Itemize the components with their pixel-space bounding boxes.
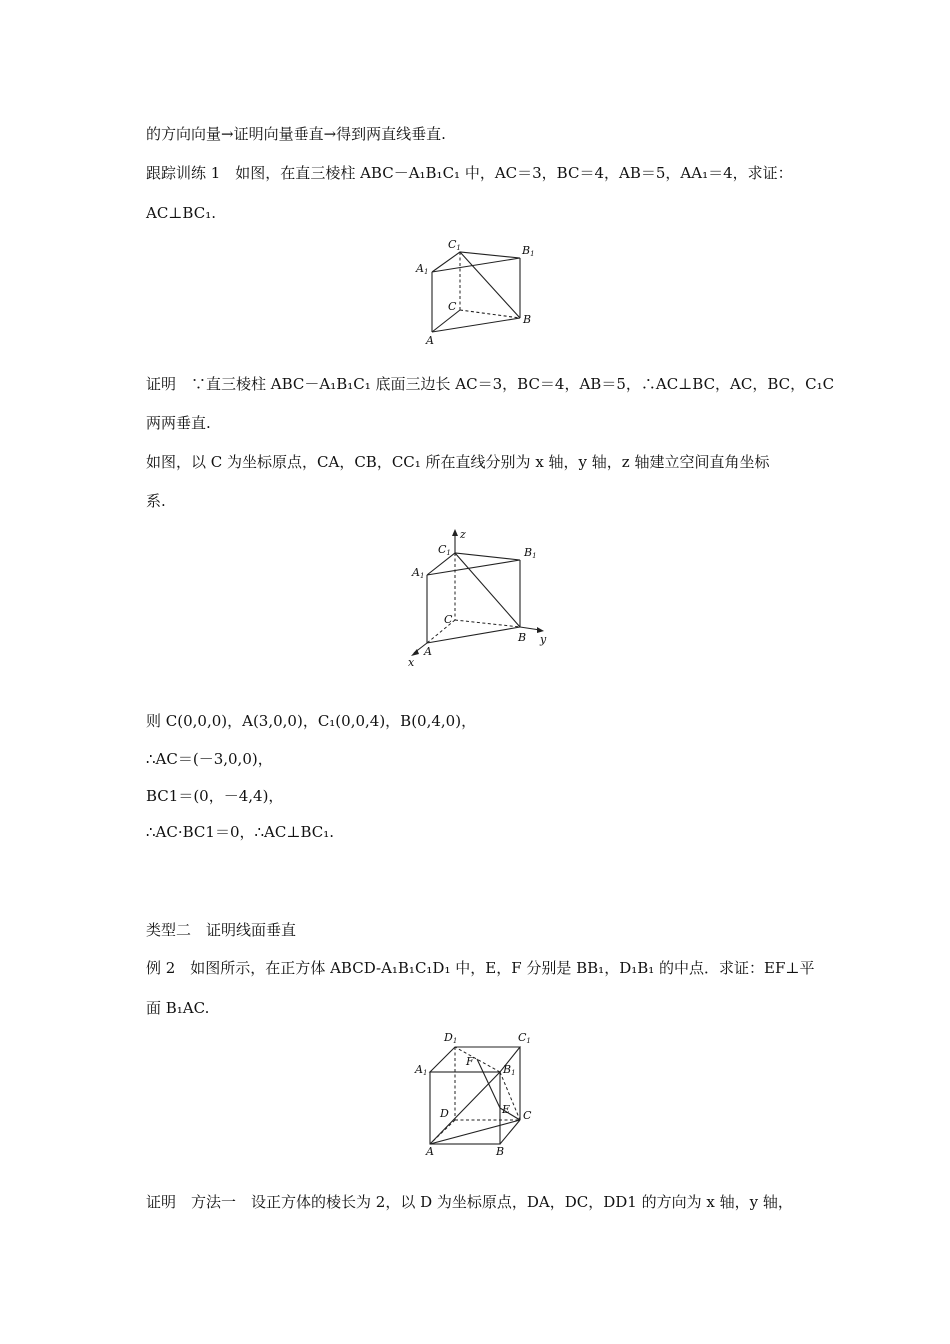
- label-y: y: [540, 633, 547, 646]
- cube-figure: [410, 1027, 545, 1162]
- label-C: C: [448, 300, 457, 313]
- proof-1-line-1: 证明 ∵直三棱柱 ABC－A₁B₁C₁ 底面三边长 AC＝3，BC＝4，AB＝5，∴AC⊥BC，AC，BC，C₁C: [146, 375, 835, 393]
- label-E: E: [502, 1103, 511, 1116]
- label-A: A: [424, 645, 432, 658]
- example-2-goal: 面 B₁AC.: [146, 999, 210, 1017]
- label-B: B: [523, 313, 532, 326]
- label-z: z: [460, 528, 466, 541]
- label-A: A: [426, 1145, 434, 1158]
- label-B1: B1: [522, 244, 535, 258]
- text-line-1: 的方向向量→证明向量垂直→得到两直线垂直.: [146, 125, 446, 143]
- label-C: C: [444, 613, 453, 626]
- label-B: B: [518, 631, 527, 644]
- proof-2-method-1: 证明 方法一 设正方体的棱长为 2，以 D 为坐标原点，DA，DC，DD1 的方向为 x 轴，y 轴，: [146, 1193, 793, 1211]
- prism-figure-2: [400, 525, 570, 670]
- example-2-statement: 例 2 如图所示，在正方体 ABCD-A₁B₁C₁D₁ 中，E，F 分别是 BB₁，D₁B₁ 的中点．求证：EF⊥平: [146, 959, 815, 977]
- label-A1: A1: [416, 262, 429, 276]
- proof-1-line-3: 如图，以 C 为坐标原点，CA，CB，CC₁ 所在直线分别为 x 轴，y 轴，z 轴建立空间直角坐标: [146, 453, 770, 471]
- label-F: F: [466, 1055, 474, 1068]
- label-B1: B1: [524, 546, 537, 560]
- label-A1: A1: [415, 1063, 428, 1077]
- label-C1: C1: [518, 1031, 531, 1045]
- prism-figure-1: [410, 232, 550, 347]
- exercise-1-statement: 跟踪训练 1 如图，在直三棱柱 ABC－A₁B₁C₁ 中，AC＝3，BC＝4，AB＝5，AA₁＝4，求证：: [146, 164, 793, 182]
- label-C: C: [523, 1109, 532, 1122]
- vector-AC-line: ∴AC＝(－3,0,0)，: [146, 750, 273, 768]
- label-D1: D1: [444, 1031, 458, 1045]
- label-C1: C1: [438, 543, 451, 557]
- exercise-1-goal: AC⊥BC₁.: [146, 204, 216, 222]
- coordinates-line: 则 C(0,0,0)，A(3,0,0)，C₁(0,0,4)，B(0,4,0)，: [146, 712, 477, 730]
- label-B: B: [496, 1145, 505, 1158]
- label-C1: C1: [448, 238, 461, 252]
- vector-BC1-line: BC1＝(0，－4,4)，: [146, 787, 284, 805]
- section-heading: 类型二 证明线面垂直: [146, 921, 297, 939]
- proof-1-line-2: 两两垂直.: [146, 414, 211, 432]
- label-B1: B1: [503, 1063, 516, 1077]
- label-D: D: [440, 1107, 449, 1120]
- dot-product-conclusion: ∴AC·BC1＝0，∴AC⊥BC₁.: [146, 823, 335, 841]
- label-x: x: [408, 656, 415, 669]
- label-A: A: [426, 334, 434, 347]
- proof-1-line-4: 系.: [146, 492, 166, 510]
- label-A1: A1: [412, 566, 425, 580]
